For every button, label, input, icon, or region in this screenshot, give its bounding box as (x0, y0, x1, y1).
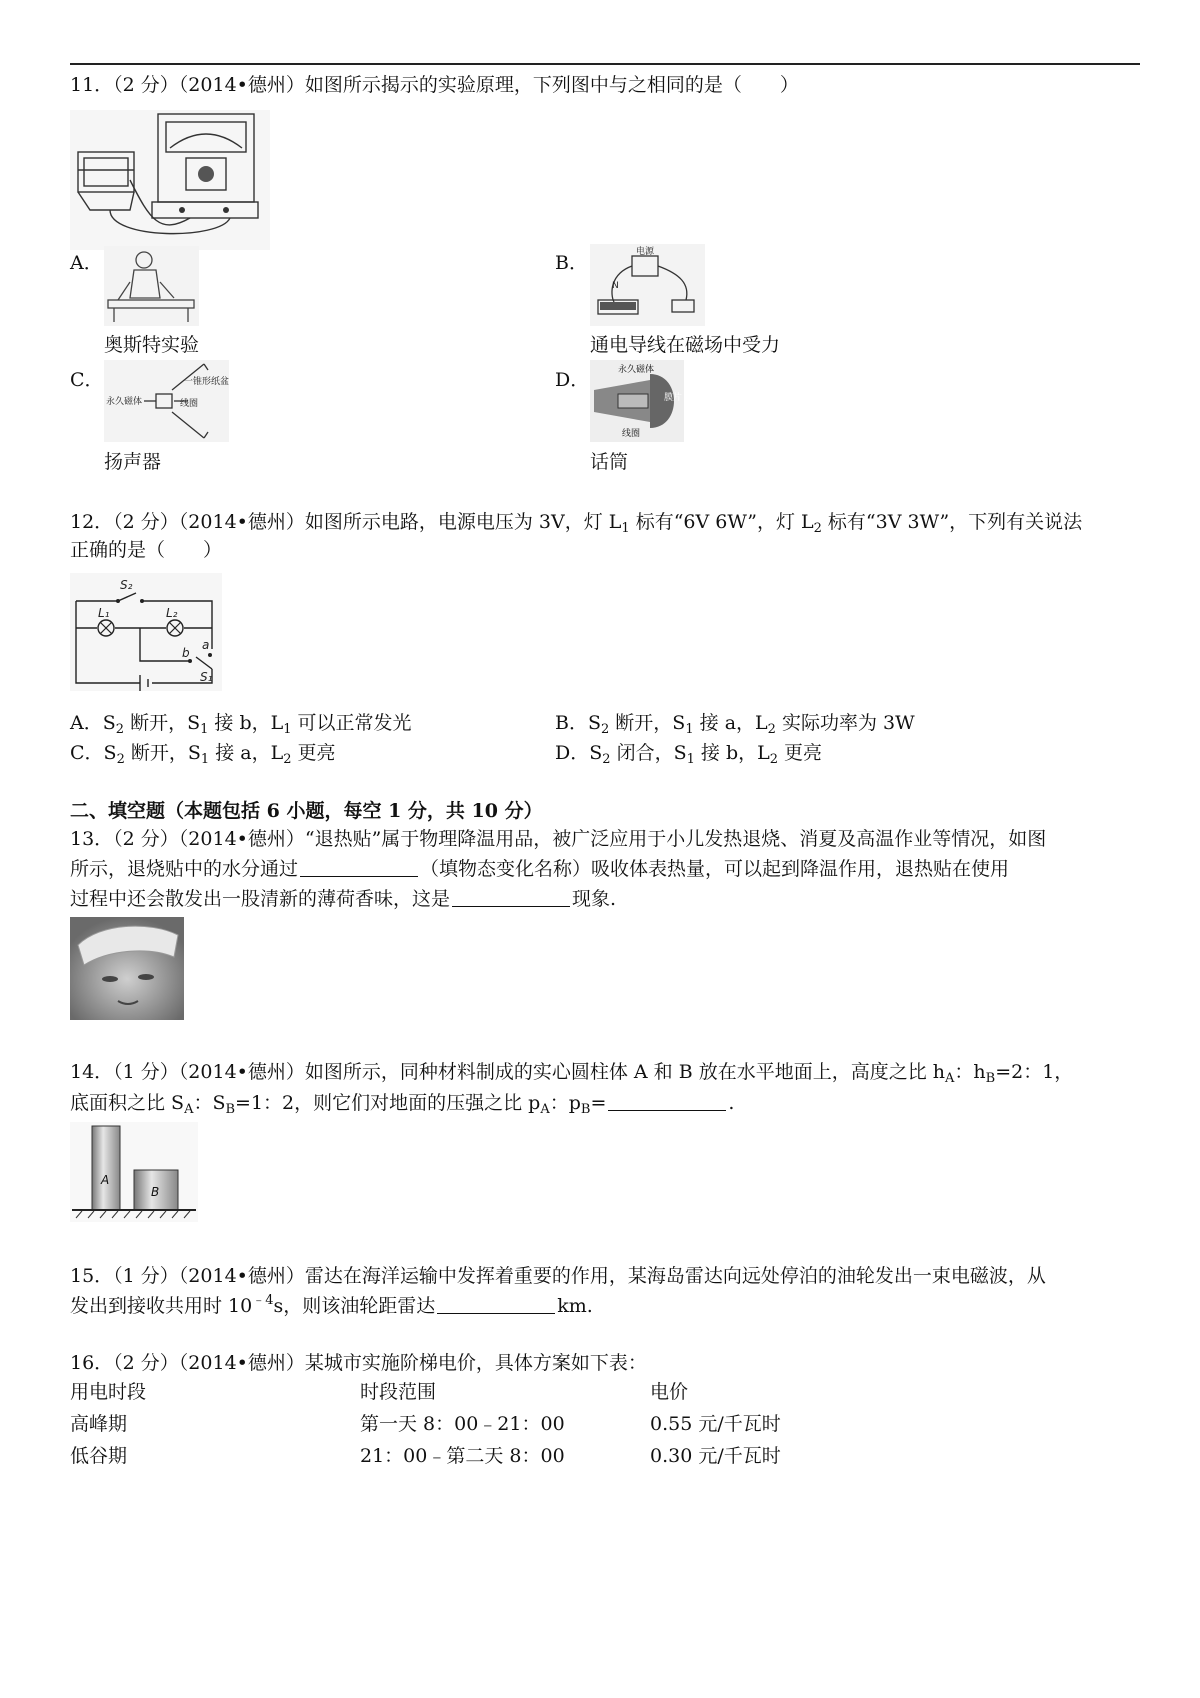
q11-d-label-diaphragm: 膜片 (664, 393, 683, 403)
q13-line3: 过程中还会散发出一股清新的薄荷香味，这是 现象. (70, 882, 1140, 916)
q11-option-a-figure (104, 246, 199, 326)
q13-cooling-patch-photo (70, 917, 184, 1020)
q11-c-label-magnet: 永久磁体 (106, 397, 143, 407)
q11-option-c-letter: C． (70, 369, 104, 391)
q11-option-a-letter: A． (70, 252, 103, 274)
q14-line1: 14．（1 分）（2014•德州）如图所示，同种材料制成的实心圆柱体 A 和 B 放在水平地面上，高度之比 $h_A$：$h_B=2$：1， (70, 1061, 1074, 1086)
circuit-label-s1: S₁ (200, 670, 213, 684)
q11-option-d-letter: D． (555, 369, 590, 391)
q11-option-b-caption: 通电导线在磁场中受力 (590, 334, 781, 356)
q11-c-label-coil: 线圈 (180, 399, 199, 409)
table-header-price: 电价 (650, 1381, 689, 1403)
q14-line2: 底面积之比 $S_A$：$S_B=1$：2，则它们对地面的压强之比 $p_A$：$p_B=$ . (70, 1086, 1140, 1120)
cylinder-label-a: A (101, 1173, 110, 1187)
q11-d-label-magnet: 永久磁体 (618, 365, 655, 375)
q11-option-d-caption: 话筒 (590, 451, 629, 473)
table-header-range: 时段范围 (360, 1381, 437, 1403)
q12-option-d: D．$S_2$ 闭合，$S_1$ 接 b，$L_2$ 更亮 (555, 742, 823, 767)
circuit-label-b: b (182, 646, 190, 660)
q15-blank[interactable] (437, 1291, 555, 1314)
top-rule (70, 63, 1140, 65)
q13-blank-1[interactable] (300, 854, 418, 877)
q11-b-label-source: 电源 (636, 247, 655, 257)
q12-option-a: A．$S_2$ 断开，$S_1$ 接 b，$L_1$ 可以正常发光 (70, 712, 412, 737)
q13-line1: 13．（2 分）（2014•德州）“退热贴”属于物理降温用品，被广泛应用于小儿发热退烧、消夏及高温作业等情况，如图 (70, 828, 1047, 850)
q13-line2: 所示，退烧贴中的水分通过 （填物态变化名称）吸收体表热量，可以起到降温作用，退热贴在使用 (70, 852, 1140, 886)
q16-stem: 16．（2 分）（2014•德州）某城市实施阶梯电价，具体方案如下表： (70, 1352, 647, 1374)
q11-stem: 11．（2 分）（2014•德州）如图所示揭示的实验原理，下列图中与之相同的是（ ） (70, 74, 799, 96)
circuit-label-l1: L₁ (98, 606, 110, 620)
q11-option-b-letter: B． (555, 252, 588, 274)
q11-option-b-figure (590, 244, 705, 326)
q11-d-label-coil: 线圈 (622, 429, 641, 439)
q14-blank[interactable] (608, 1088, 726, 1111)
q14-cylinders-figure (70, 1122, 198, 1222)
circuit-label-a: a (202, 638, 210, 652)
q15-line2: 发出到接收共用时 $10^{﹣4}s$，则该油轮距雷达 km. (70, 1293, 593, 1317)
q12-stem-line1: 12．（2 分）（2014•德州）如图所示电路，电源电压为 3V，灯 $L_1$ 标有“6V 6W”，灯 $L_2$ 标有“3V 3W”，下列有关说法 (70, 511, 1083, 536)
q13-blank-2[interactable] (452, 884, 570, 907)
q16-price-table (70, 1376, 830, 1472)
cylinder-label-b: B (151, 1185, 160, 1199)
q11-option-a-caption: 奥斯特实验 (104, 334, 200, 356)
q12-option-c: C．$S_2$ 断开，$S_1$ 接 a，$L_2$ 更亮 (70, 742, 336, 767)
q11-option-c-figure (104, 360, 229, 442)
table-row: 高峰期 第一天 8：00﹣21：00 0.55 元/千瓦时 (70, 1413, 781, 1435)
q12-stem-line2: 正确的是（ ） (70, 539, 223, 561)
q11-b-label-n: N (612, 281, 619, 291)
section-2-heading: 二、填空题（本题包括 6 小题，每空 1 分，共 10 分） (70, 800, 543, 822)
q12-option-b: B．$S_2$ 断开，$S_1$ 接 a，$L_2$ 实际功率为 3W (555, 712, 915, 737)
circuit-label-s2: S₂ (120, 578, 133, 592)
q11-c-label-cone: 一锥形纸盆 (184, 377, 229, 387)
q11-option-d-figure (590, 360, 684, 442)
table-row: 低谷期 21：00﹣第二天 8：00 0.30 元/千瓦时 (70, 1445, 781, 1467)
q11-option-c-caption: 扬声器 (104, 451, 162, 473)
table-header-period: 用电时段 (70, 1381, 147, 1403)
q12-circuit-figure (70, 573, 222, 691)
table-header-row (70, 1376, 830, 1408)
q11-main-figure (70, 110, 270, 250)
circuit-label-l2: L₂ (166, 606, 178, 620)
q15-line1: 15．（1 分）（2014•德州）雷达在海洋运输中发挥着重要的作用，某海岛雷达向远处停泊的油轮发出一束电磁波，从 (70, 1265, 1046, 1287)
